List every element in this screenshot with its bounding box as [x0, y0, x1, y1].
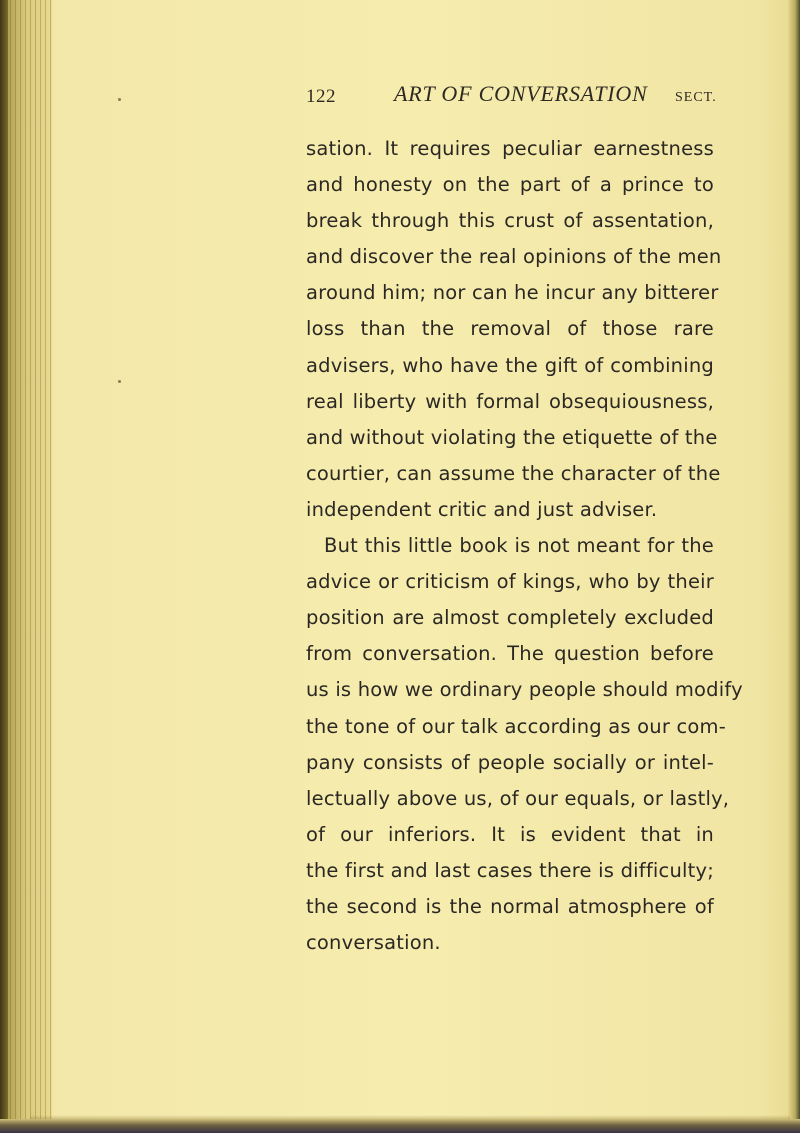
text-line: courtier, can assume the character of the — [306, 461, 721, 485]
text-line: the tone of our talk according as our com- — [306, 714, 726, 738]
paper-speck — [118, 380, 121, 383]
book-bottom-edge — [0, 1119, 800, 1133]
text-line: us is how we ordinary people should modify — [306, 678, 743, 702]
page-number: 122 — [306, 86, 336, 107]
page-right-edge — [788, 0, 800, 1133]
text-line: and discover the real opinions of the men — [306, 245, 722, 269]
text-line: lectually above us, of our equals, or lastly, — [306, 786, 730, 810]
binding-shadow — [0, 0, 8, 1133]
paper-speck — [118, 98, 121, 101]
text-line: advisers, who have the gift of combining — [306, 353, 714, 377]
text-line: of our inferiors. It is evident that in — [306, 822, 714, 846]
paragraph-first-line: But this little book is not meant for the — [324, 534, 714, 558]
body-text — [306, 131, 743, 961]
text-line: real liberty with formal obsequiousness, — [306, 389, 714, 413]
text-line: conversation. — [306, 931, 441, 955]
running-section-label: SECT. — [675, 90, 717, 105]
running-title: ART OF CONVERSATION — [394, 81, 648, 106]
text-line: loss than the removal of those rare — [306, 317, 714, 341]
text-line: the first and last cases there is difficulty; — [306, 858, 714, 882]
text-line: and honesty on the part of a prince to — [306, 173, 714, 197]
text-line: around him; nor can he incur any bitterer — [306, 281, 719, 305]
text-line: and without violating the etiquette of the — [306, 425, 718, 449]
text-line: independent critic and just adviser. — [306, 497, 658, 521]
text-line: break through this crust of assentation, — [306, 209, 714, 233]
text-line: sation. It requires peculiar earnestness — [306, 137, 714, 160]
text-line: pany consists of people socially or intel- — [306, 750, 714, 774]
text-line: advice or criticism of kings, who by their — [306, 570, 714, 594]
text-line: from conversation. The question before — [306, 642, 714, 666]
text-line: position are almost completely excluded — [306, 606, 714, 630]
text-line: the second is the normal atmosphere of — [306, 894, 714, 918]
running-header — [306, 81, 726, 126]
